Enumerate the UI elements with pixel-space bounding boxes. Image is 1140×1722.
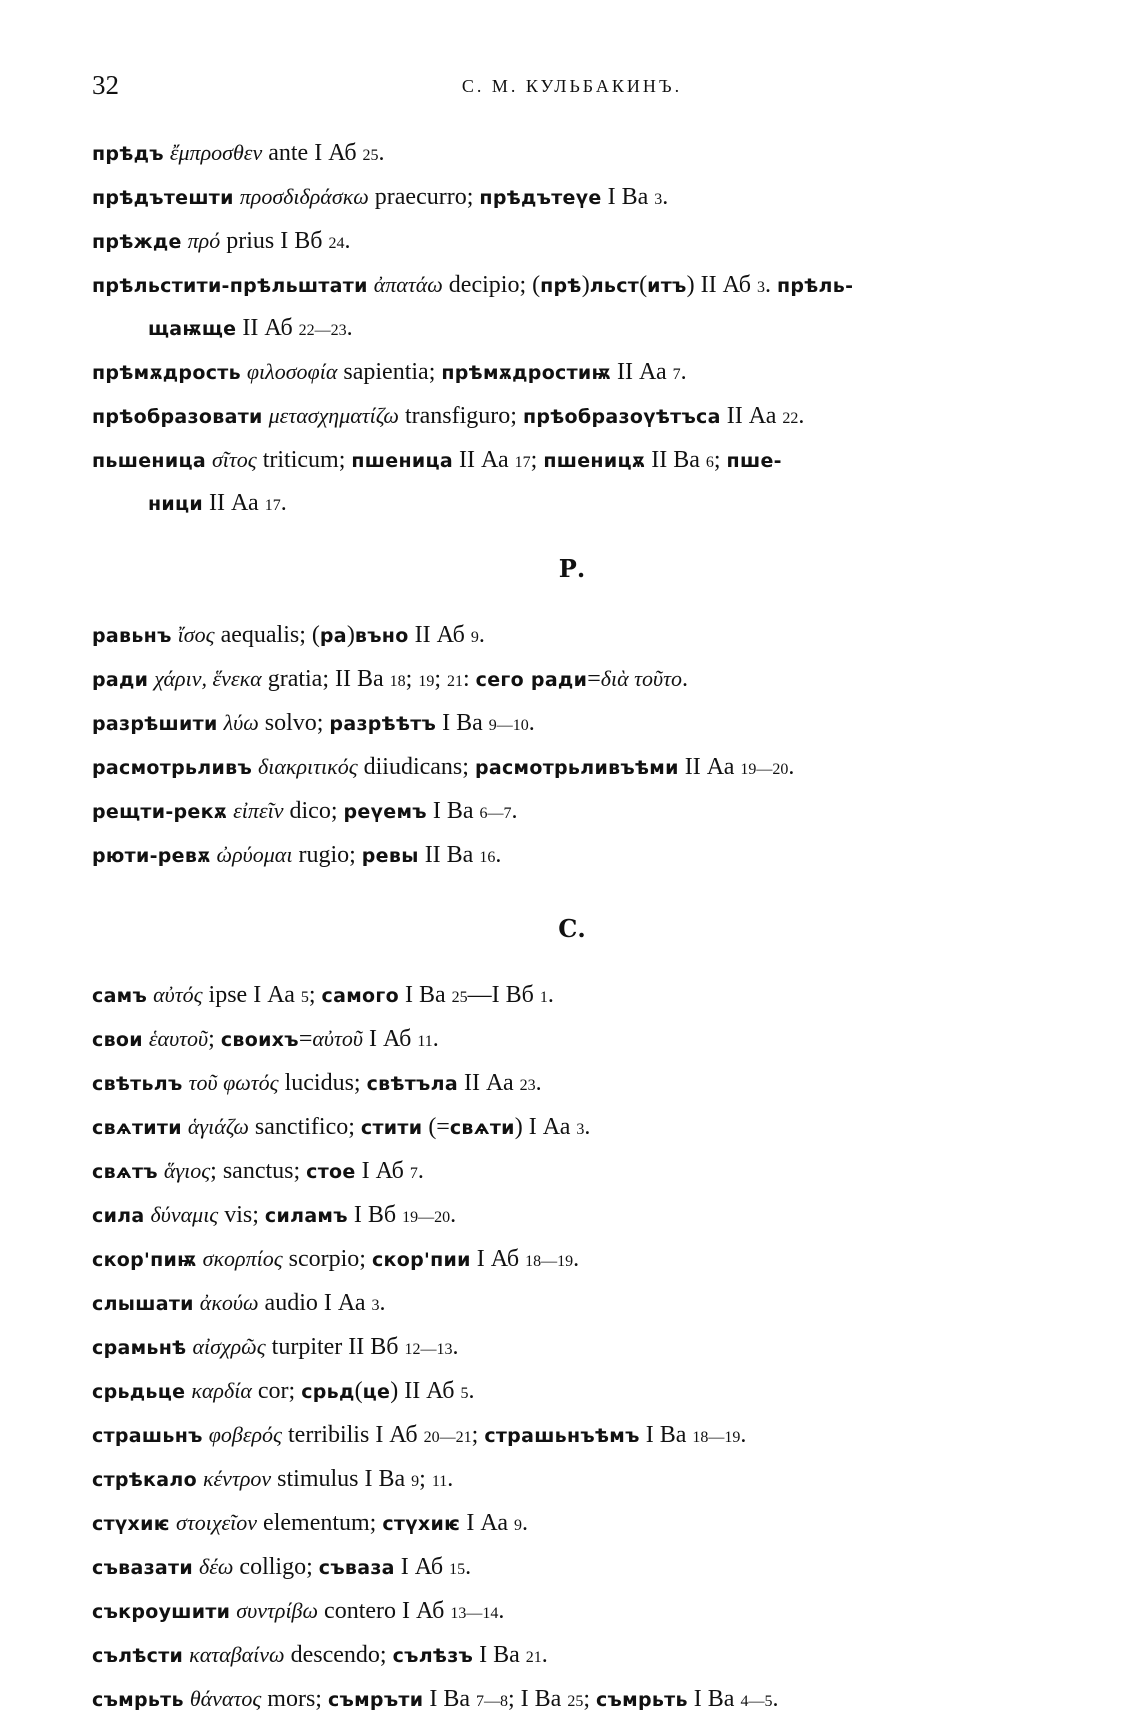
entry-continuation-line: ници II Аа 17.: [148, 490, 287, 516]
section-heading-r: Р.: [558, 554, 586, 583]
dictionary-entry: [92, 1414, 1052, 1458]
dictionary-entry: [92, 1282, 1052, 1326]
entry-line: самъ αὐτός ipse I Аа 5; самого I Ва 25—I Вб 1.: [92, 982, 554, 1008]
entry-line: прѣльстити-прѣльштати ἀπατάω decipio; (прѣ)льст(итъ) II Аб 3. прѣль-: [92, 272, 854, 298]
dictionary-entry: [92, 1018, 1052, 1062]
entry-line: свои ἑαυτοῦ; своихъ=αὐτοῦ I Аб 11.: [92, 1026, 439, 1052]
entry-line: равьнъ ἴσος aequalis; (ра)въно II Аб 9.: [92, 622, 485, 648]
section-p-continuation: [92, 132, 1052, 526]
entry-line: прѣдътешти προσδιδράσκω praecurro; прѣдътеүе I Ва 3.: [92, 184, 669, 210]
dictionary-entry: [92, 395, 1052, 439]
dictionary-entry: [92, 834, 1052, 878]
dictionary-entry: [92, 658, 1052, 702]
dictionary-entry: [92, 790, 1052, 834]
dictionary-entry: [92, 220, 1052, 264]
dictionary-body: [92, 132, 1052, 1722]
dictionary-entry: [92, 614, 1052, 658]
entry-line: прѣжде πρό prius I Вб 24.: [92, 228, 351, 254]
entry-line: ради χάριν, ἕνεκα gratia; II Ва 18; 19; 21: сего ради=διὰ τοῦτο.: [92, 666, 688, 692]
entry-line: свѧтити ἁγιάζω sanctifico; стити (=свѧти) I Аа 3.: [92, 1114, 591, 1140]
section-r: [92, 614, 1052, 878]
dictionary-entry: [92, 1458, 1052, 1502]
dictionary-entry: [92, 1590, 1052, 1634]
entry-line: расмотрьливъ διακριτικός diiudicans; расмотрьливъѣми II Аа 19—20.: [92, 754, 795, 780]
dictionary-entry: [92, 1502, 1052, 1546]
entry-line: рюти-ревѫ ὠρύομαι rugio; ревы II Ва 16.: [92, 842, 502, 868]
section-s: [92, 974, 1052, 1722]
entry-line: прѣдъ ἔμπροσθεν ante I Аб 25.: [92, 140, 385, 166]
entry-line: съмрьть θάνατος mors; съмръти I Ва 7—8; I Ва 25; съмрьть I Ва 4—5.: [92, 1686, 779, 1712]
section-heading-s: С.: [558, 914, 586, 943]
entry-line: пьшеница σῖτος triticum; пшеница II Аа 17; пшеницѫ II Ва 6; пше-: [92, 447, 782, 473]
dictionary-entry: [92, 1678, 1052, 1722]
dictionary-entry: [92, 1194, 1052, 1238]
dictionary-entry: [92, 1546, 1052, 1590]
dictionary-entry: [92, 746, 1052, 790]
entry-line: свѣтьлъ τοῦ φωτός lucidus; свѣтъла II Аа 23.: [92, 1070, 542, 1096]
entry-continuation-line: щаѭще II Аб 22—23.: [148, 315, 353, 341]
entry-line: слышати ἀκούω audio I Аа 3.: [92, 1290, 386, 1316]
entry-line: скор'пиѭ σκορπίος scorpio; скор'пии I Аб 18—19.: [92, 1246, 580, 1272]
dictionary-entry: [92, 1062, 1052, 1106]
entry-line: стрѣкало κέντρον stimulus I Ва 9; 11.: [92, 1466, 454, 1492]
running-head: С. М. КУЛЬБАКИНЪ.: [461, 76, 683, 96]
entry-line: съкроушити συντρίβω contero I Аб 13—14.: [92, 1598, 505, 1624]
entry-line: съвазати δέω colligo; съваза I Аб 15.: [92, 1554, 472, 1580]
page-header: [92, 70, 1052, 110]
dictionary-entry: [92, 439, 1052, 526]
entry-line: срамьнѣ αἰσχρῶς turpiter II Вб 12—13.: [92, 1334, 459, 1360]
page-number: 32: [92, 70, 119, 100]
dictionary-entry: [92, 1634, 1052, 1678]
dictionary-entry: [92, 1150, 1052, 1194]
entry-line: разрѣшити λύω solvo; разрѣѣтъ I Ва 9—10.: [92, 710, 535, 736]
dictionary-entry: [92, 1106, 1052, 1150]
dictionary-entry: [92, 132, 1052, 176]
entry-line: рещти-рекѫ εἰπεῖν dico; реүемъ I Ва 6—7.: [92, 798, 518, 824]
dictionary-entry: [92, 1326, 1052, 1370]
dictionary-entry: [92, 264, 1052, 351]
dictionary-entry: [92, 351, 1052, 395]
dictionary-entry: [92, 1370, 1052, 1414]
entry-line: свѧтъ ἅγιος; sanctus; стое I Аб 7.: [92, 1158, 424, 1184]
entry-line: стүхиѥ στοιχεῖον elementum; стүхиѥ I Аа 9.: [92, 1510, 528, 1536]
dictionary-entry: [92, 176, 1052, 220]
entry-line: сила δύναμις vis; силамъ I Вб 19—20.: [92, 1202, 457, 1228]
entry-line: прѣмѫдрость φιλοσοφία sapientia; прѣмѫдростиѭ II Аа 7.: [92, 359, 687, 385]
dictionary-entry: [92, 974, 1052, 1018]
entry-line: срьдьце καρδία cor; срьд(це) II Аб 5.: [92, 1378, 475, 1404]
entry-line: прѣобразовати μετασχηματίζω transfiguro; прѣобразоүѣтъса II Аа 22.: [92, 403, 805, 429]
entry-line: страшьнъ φοβερός terribilis I Аб 20—21; страшьнъѣмъ I Ва 18—19.: [92, 1422, 747, 1448]
dictionary-entry: [92, 702, 1052, 746]
entry-line: сълѣсти καταβαίνω descendo; сълѣзъ I Ва 21.: [92, 1642, 548, 1668]
dictionary-entry: [92, 1238, 1052, 1282]
